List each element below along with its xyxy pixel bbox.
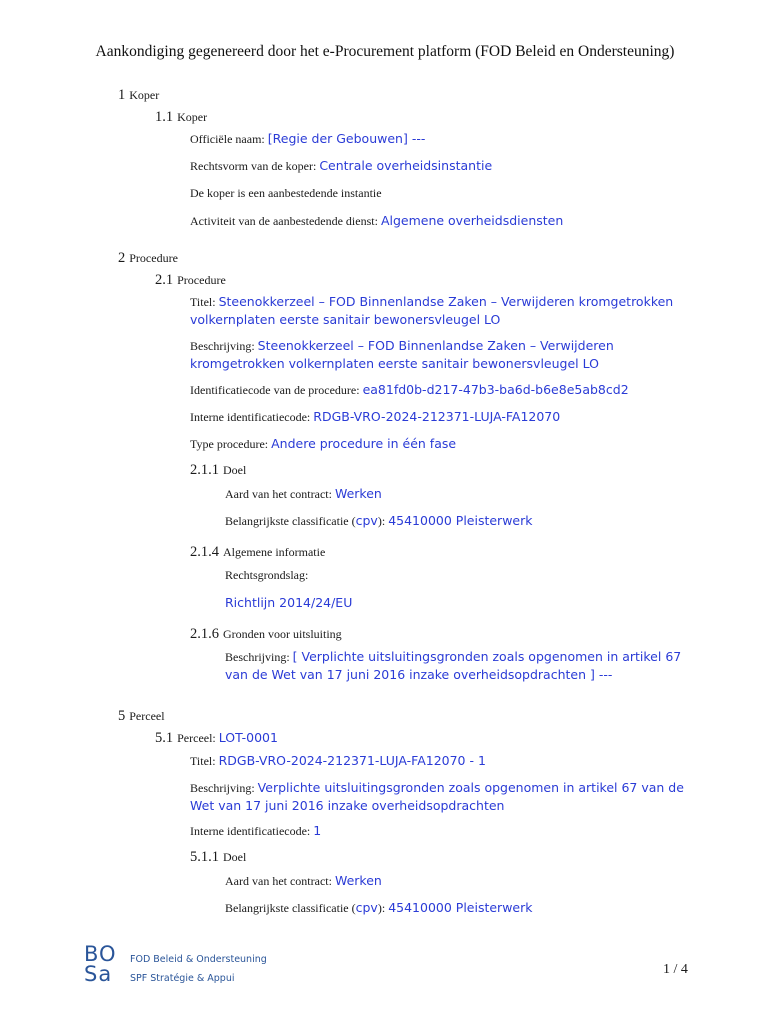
procedure-titel-field bbox=[190, 293, 673, 329]
field-value: [ Verplichte uitsluitingsgronden zoals opgenomen in artikel 67 bbox=[292, 649, 682, 664]
field-value: RDGB-VRO-2024-212371-LUJA-FA12070 bbox=[313, 409, 561, 424]
field-label: Rechtsvorm van de koper: bbox=[190, 159, 317, 173]
section-title: Algemene informatie bbox=[223, 545, 326, 559]
section-5-1-1-heading bbox=[190, 849, 246, 866]
perceel-classificatie-field bbox=[225, 899, 533, 917]
logo-mark-top: BO bbox=[84, 942, 117, 966]
perceel-beschrijving-field bbox=[190, 779, 684, 815]
section-number: 2.1.1 bbox=[190, 462, 219, 478]
rechtsgrondslag-value bbox=[225, 594, 352, 612]
field-label: Officiële naam: bbox=[190, 132, 265, 146]
section-2-1-1-heading bbox=[190, 462, 246, 479]
rechtsvorm-field bbox=[190, 157, 492, 175]
field-label: Aard van het contract: bbox=[225, 487, 332, 501]
field-value-continued: Wet van 17 juni 2016 inzake overheidsopdrachten bbox=[190, 798, 505, 813]
section-number: 2.1.6 bbox=[190, 626, 219, 642]
field-label: Beschrijving: bbox=[190, 781, 255, 795]
field-label: Beschrijving: bbox=[225, 650, 290, 664]
field-label: Titel: bbox=[190, 754, 216, 768]
page-number: 1 / 4 bbox=[663, 962, 688, 977]
perceel-aard-field bbox=[225, 872, 382, 890]
section-1-1-heading bbox=[155, 109, 207, 126]
section-number: 2.1 bbox=[155, 272, 174, 288]
page-header: Aankondiging gegenereerd door het e-Procurement platform (FOD Beleid en Ondersteuning) bbox=[95, 43, 675, 60]
section-2-1-4-heading bbox=[190, 544, 325, 561]
field-value: Werken bbox=[334, 873, 382, 888]
section-title: Procedure bbox=[129, 251, 178, 265]
field-label: Belangrijkste classificatie ( bbox=[225, 514, 356, 528]
field-value: Andere procedure in één fase bbox=[271, 436, 457, 451]
field-label-close: ): bbox=[377, 901, 386, 915]
field-label: Activiteit van de aanbestedende dienst: bbox=[190, 214, 378, 228]
field-label: Interne identificatiecode: bbox=[190, 824, 311, 838]
procedure-intern-field bbox=[190, 408, 560, 426]
field-value: Verplichte uitsluitingsgronden zoals opgenomen in artikel 67 van de bbox=[257, 780, 684, 795]
section-title: Doel bbox=[223, 850, 247, 864]
section-5-1-heading bbox=[155, 730, 278, 747]
section-number: 2.1.4 bbox=[190, 544, 219, 560]
section-5-heading bbox=[118, 708, 165, 725]
field-label: Titel: bbox=[190, 295, 216, 309]
bosa-logo bbox=[84, 944, 274, 990]
cpv-label: cpv bbox=[355, 900, 378, 915]
field-value: 45410000 Pleisterwerk bbox=[388, 900, 533, 915]
perceel-titel-field bbox=[190, 752, 486, 770]
field-value: Algemene overheidsdiensten bbox=[380, 213, 564, 228]
field-value-continued: van de Wet van 17 juni 2016 inzake overheidsopdrachten ] --- bbox=[225, 667, 613, 682]
gronden-beschrijving-field bbox=[225, 648, 681, 684]
section-title: Koper bbox=[129, 88, 160, 102]
field-value: ea81fd0b-d217-47b3-ba6d-b6e8e5ab8cd2 bbox=[362, 382, 629, 397]
cpv-label: cpv bbox=[355, 513, 378, 528]
procedure-aard-field bbox=[225, 485, 382, 503]
lot-id: LOT-0001 bbox=[218, 730, 278, 745]
field-value: Steenokkerzeel – FOD Binnenlandse Zaken – Verwijderen bbox=[257, 338, 614, 353]
logo-text bbox=[130, 950, 267, 988]
bosa-logo-mark bbox=[84, 944, 124, 990]
section-number: 5.1.1 bbox=[190, 849, 219, 865]
section-number: 1 bbox=[118, 87, 126, 103]
field-label-close: ): bbox=[377, 514, 386, 528]
section-title: Koper bbox=[177, 110, 208, 124]
field-label: Type procedure: bbox=[190, 437, 269, 451]
logo-mark-bottom: Sa bbox=[84, 962, 113, 986]
field-label: Identificatiecode van de procedure: bbox=[190, 383, 360, 397]
field-value: Steenokkerzeel – FOD Binnenlandse Zaken – Verwijderen kromgetrokken bbox=[218, 294, 674, 309]
section-title: Doel bbox=[223, 463, 247, 477]
section-title: Gronden voor uitsluiting bbox=[223, 627, 342, 641]
section-number: 2 bbox=[118, 250, 126, 266]
officiele-naam-field bbox=[190, 130, 425, 148]
field-value: [Regie der Gebouwen] --- bbox=[267, 131, 426, 146]
field-value: Centrale overheidsinstantie bbox=[319, 158, 493, 173]
section-number: 5 bbox=[118, 708, 126, 724]
field-value-continued: kromgetrokken volkernplaten eerste sanitair bewonersvleugel LO bbox=[190, 356, 599, 371]
section-title: Procedure bbox=[177, 273, 226, 287]
section-number: 1.1 bbox=[155, 109, 174, 125]
perceel-intern-field bbox=[190, 822, 321, 840]
section-2-1-heading bbox=[155, 272, 226, 289]
field-label: Interne identificatiecode: bbox=[190, 410, 311, 424]
field-value: Richtlijn 2014/24/EU bbox=[225, 595, 353, 610]
procedure-beschrijving-field bbox=[190, 337, 614, 373]
section-2-heading bbox=[118, 250, 178, 267]
procedure-id-field bbox=[190, 381, 629, 399]
field-label: Aard van het contract: bbox=[225, 874, 332, 888]
section-title: Perceel: bbox=[177, 731, 216, 745]
section-1-heading bbox=[118, 87, 159, 104]
field-value: Werken bbox=[334, 486, 382, 501]
field-value: 1 bbox=[313, 823, 322, 838]
field-value-continued: volkernplaten eerste sanitair bewonersvleugel LO bbox=[190, 312, 501, 327]
org-name-fr: SPF Stratégie & Appui bbox=[130, 973, 235, 984]
procedure-classificatie-field bbox=[225, 512, 533, 530]
activiteit-field bbox=[190, 212, 563, 230]
aanbestedende-field: De koper is een aanbestedende instantie bbox=[190, 186, 382, 200]
org-name-nl: FOD Beleid & Ondersteuning bbox=[130, 954, 267, 965]
section-title: Perceel bbox=[129, 709, 165, 723]
section-2-1-6-heading bbox=[190, 626, 342, 643]
field-label: Beschrijving: bbox=[190, 339, 255, 353]
field-value: RDGB-VRO-2024-212371-LUJA-FA12070 - 1 bbox=[218, 753, 486, 768]
rechtsgrondslag-label: Rechtsgrondslag: bbox=[225, 568, 309, 582]
field-label: Belangrijkste classificatie ( bbox=[225, 901, 356, 915]
section-number: 5.1 bbox=[155, 730, 174, 746]
procedure-type-field bbox=[190, 435, 456, 453]
field-value: 45410000 Pleisterwerk bbox=[388, 513, 533, 528]
